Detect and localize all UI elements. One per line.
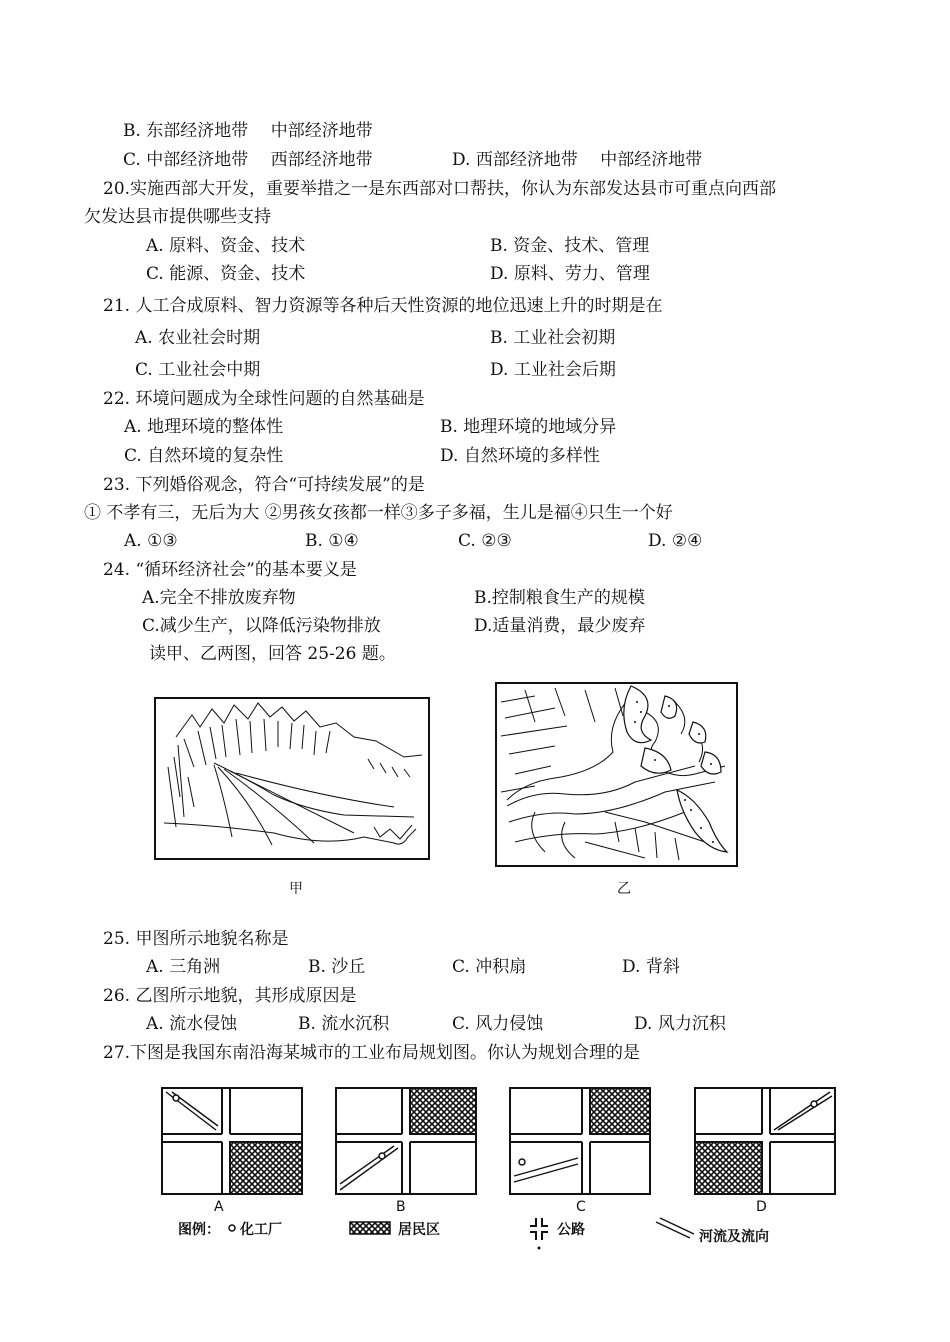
q20-option-b: B. 资金、技术、管理 bbox=[490, 236, 650, 256]
q26-stem: 26. 乙图所示地貌，其形成原因是 bbox=[103, 986, 357, 1006]
q25-option-c: C. 冲积扇 bbox=[452, 957, 527, 977]
q23-option-a: A. ①③ bbox=[124, 531, 178, 551]
q21-option-b: B. 工业社会初期 bbox=[490, 328, 616, 348]
legend-river: 河流及流向 bbox=[699, 1229, 769, 1245]
q24-option-d: D.适量消费，最少废弃 bbox=[474, 616, 646, 636]
q23-option-c: C. ②③ bbox=[458, 531, 512, 551]
q22-stem: 22. 环境问题成为全球性问题的自然基础是 bbox=[103, 389, 425, 409]
q26-option-c: C. 风力侵蚀 bbox=[452, 1014, 544, 1034]
q22-option-c: C. 自然环境的复杂性 bbox=[124, 446, 284, 466]
q22-option-b: B. 地理环境的地域分异 bbox=[440, 417, 617, 437]
q25-option-b: B. 沙丘 bbox=[308, 957, 366, 977]
legend-road: 公路 bbox=[557, 1222, 585, 1238]
figure-jia-caption: 甲 bbox=[289, 881, 303, 897]
q27-label-a: A bbox=[214, 1199, 224, 1215]
q21-option-a: A. 农业社会时期 bbox=[135, 328, 261, 348]
q23-items: ① 不孝有三，无后为大 ②男孩女孩都一样③多子多福，生儿是福④只生一个好 bbox=[84, 503, 673, 523]
figure-yi-caption: 乙 bbox=[617, 881, 631, 897]
q24-option-b: B.控制粮食生产的规模 bbox=[474, 588, 645, 608]
q23-option-d: D. ②④ bbox=[648, 531, 703, 551]
legend-residential: 居民区 bbox=[398, 1222, 440, 1238]
figure-yi-delta bbox=[495, 682, 738, 867]
q19-option-c: C. 中部经济地带 西部经济地带 bbox=[123, 150, 373, 170]
q25-stem: 25. 甲图所示地貌名称是 bbox=[103, 929, 289, 949]
q26-option-d: D. 风力沉积 bbox=[634, 1014, 726, 1034]
q27-label-d: D bbox=[756, 1199, 767, 1215]
q25-option-d: D. 背斜 bbox=[622, 957, 680, 977]
q19-option-d: D. 西部经济地带 中部经济地带 bbox=[452, 150, 703, 170]
legend-chemical-plant: 化工厂 bbox=[240, 1222, 282, 1238]
q23-option-b: B. ①④ bbox=[305, 531, 359, 551]
q26-option-a: A. 流水侵蚀 bbox=[146, 1014, 238, 1034]
q20-option-d: D. 原料、劳力、管理 bbox=[490, 264, 650, 284]
q27-label-b: B bbox=[396, 1199, 406, 1215]
q26-option-b: B. 流水沉积 bbox=[298, 1014, 390, 1034]
q20-option-c: C. 能源、资金、技术 bbox=[146, 264, 306, 284]
q27-stem: 27.下图是我国东南沿海某城市的工业布局规划图。你认为规划合理的是 bbox=[103, 1043, 641, 1063]
q22-option-d: D. 自然环境的多样性 bbox=[440, 446, 600, 466]
q25-option-a: A. 三角洲 bbox=[146, 957, 221, 977]
q21-option-d: D. 工业社会后期 bbox=[490, 360, 616, 380]
q22-option-a: A. 地理环境的整体性 bbox=[124, 417, 284, 437]
legend-title: 图例： bbox=[178, 1222, 220, 1238]
q24-stem: 24. “循环经济社会”的基本要义是 bbox=[103, 560, 357, 580]
q24-option-a: A.完全不排放废弃物 bbox=[142, 588, 296, 608]
q20-option-a: A. 原料、资金、技术 bbox=[146, 236, 306, 256]
figure-jia-alluvial-fan bbox=[154, 697, 430, 860]
q27-label-c: C bbox=[576, 1199, 586, 1215]
q20-stem-line1: 20.实施西部大开发，重要举措之一是东西部对口帮扶，你认为东部发达县市可重点向西部 bbox=[103, 179, 777, 199]
q23-stem: 23. 下列婚俗观念，符合“可持续发展”的是 bbox=[103, 475, 425, 495]
q21-option-c: C. 工业社会中期 bbox=[135, 360, 261, 380]
q21-stem: 21. 人工合成原料、智力资源等各种后天性资源的地位迅速上升的时期是在 bbox=[103, 296, 663, 316]
q24-option-c: C.减少生产，以降低污染物排放 bbox=[142, 616, 381, 636]
read-prompt: 读甲、乙两图，回答 25-26 题。 bbox=[149, 644, 396, 664]
q19-option-b: B. 东部经济地带 中部经济地带 bbox=[123, 121, 373, 141]
q20-stem-line2: 欠发达县市提供哪些支持 bbox=[84, 207, 271, 227]
